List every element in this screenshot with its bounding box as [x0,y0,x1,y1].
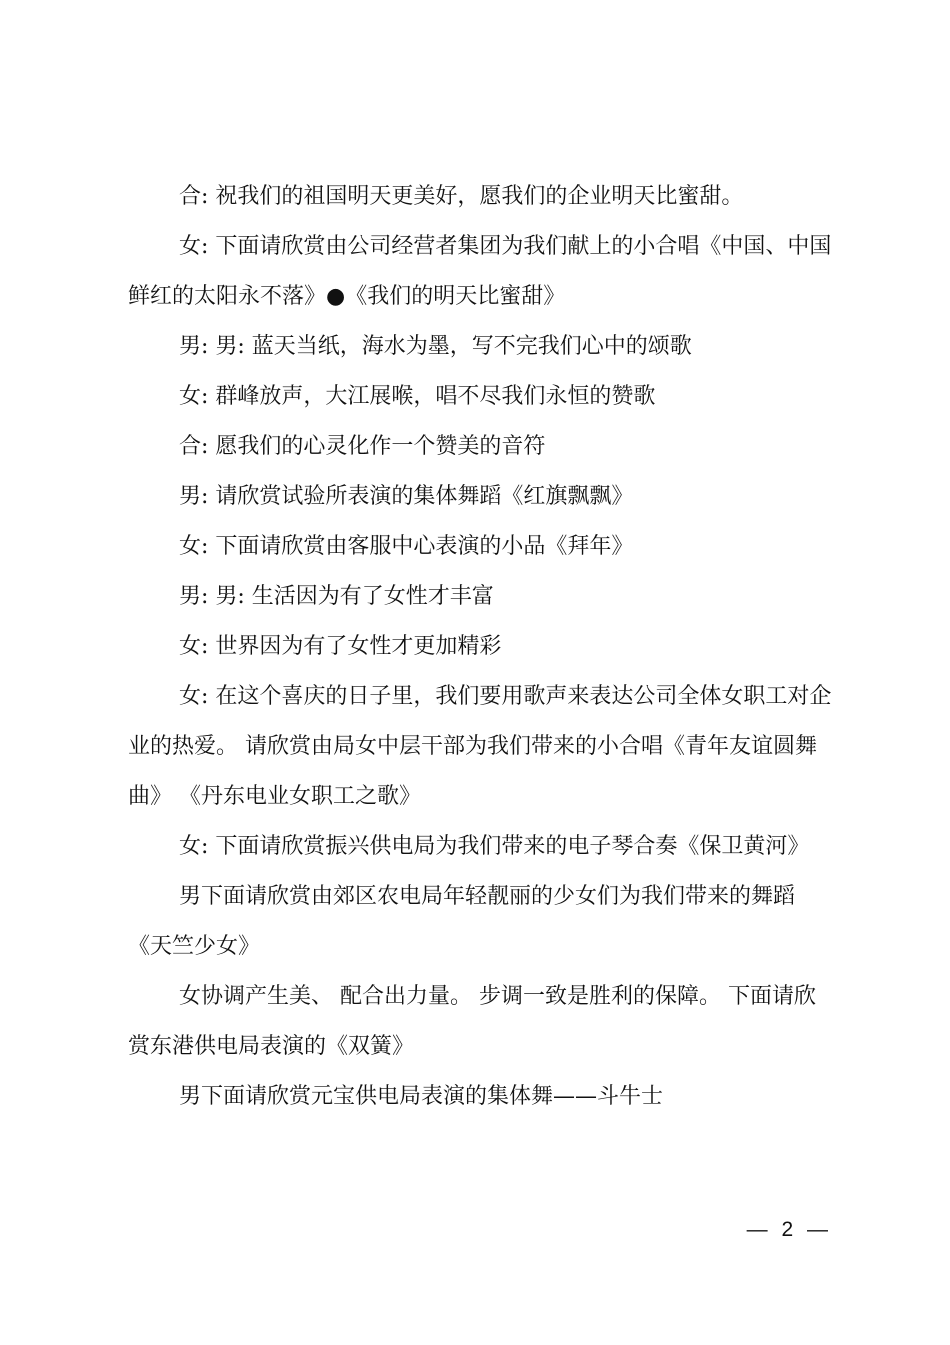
paragraph-5: 合: 愿我们的心灵化作一个赞美的音符 [179,434,546,459]
paragraph-1: 合: 祝我们的祖国明天更美好，愿我们的企业明天比蜜甜。 [179,184,744,209]
paragraph-10: 女: 在这个喜庆的日子里，我们要用歌声来表达公司全体女职工对企业的热爱。 请欣赏由局女中层干部为我们带来的小合唱《青年友谊圆舞曲》 《丹东电业女职工之歌》 [128,684,832,809]
paragraph-13: 女协调产生美、 配合出力量。 步调一致是胜利的保障。 下面请欣赏东港供电局表演的《双簧》 [128,984,816,1059]
paragraph-12: 男下面请欣赏由郊区农电局年轻靓丽的少女们为我们带来的舞蹈《天竺少女》 [128,884,796,959]
paragraph-3: 男: 男: 蓝天当纸，海水为墨，写不完我们心中的颂歌 [179,334,692,359]
paragraph-6: 男: 请欣赏试验所表演的集体舞蹈《红旗飘飘》 [179,484,634,509]
page-number: — 2 — [746,1218,832,1241]
paragraph-8: 男: 男: 生活因为有了女性才丰富 [179,584,494,609]
paragraph-9: 女: 世界因为有了女性才更加精彩 [179,634,502,659]
document-body [128,172,833,1122]
paragraph-4: 女: 群峰放声，大江展喉，唱不尽我们永恒的赞歌 [179,384,656,409]
paragraph-11: 女: 下面请欣赏振兴供电局为我们带来的电子琴合奏《保卫黄河》 [179,834,810,859]
paragraph-7: 女: 下面请欣赏由客服中心表演的小品《拜年》 [179,534,634,559]
paragraph-14: 男下面请欣赏元宝供电局表演的集体舞——斗牛士 [179,1084,664,1109]
paragraph-2: 女: 下面请欣赏由公司经营者集团为我们献上的小合唱《中国、中国鲜红的太阳永不落》●《我们的明天比蜜甜》 [128,234,832,309]
